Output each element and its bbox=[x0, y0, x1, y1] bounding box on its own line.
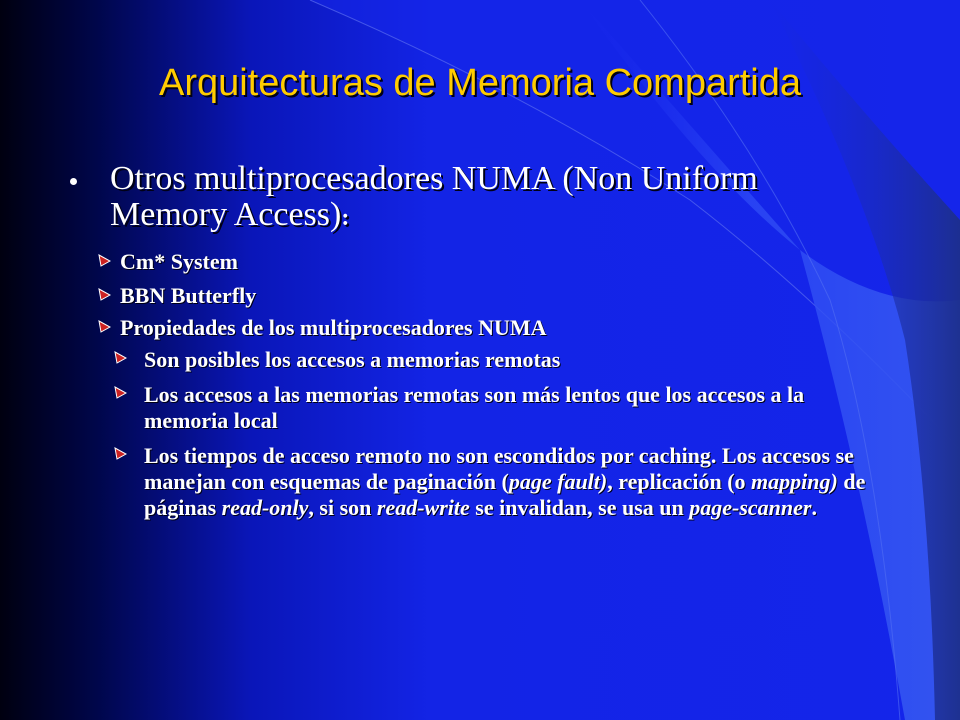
text-run: de páginas bbox=[144, 469, 866, 520]
text-run: Los tiempos de acceso remoto no son escondidos por caching. Los accesos se manejan con esquemas de paginación ( bbox=[144, 443, 854, 494]
text-run-italic: page-scanner bbox=[689, 495, 812, 520]
sub-list-item bbox=[114, 443, 874, 521]
text-run-italic: mapping) bbox=[751, 469, 838, 494]
main-bullet-label: Otros multiprocesadores NUMA (Non Uniform Memory Access) bbox=[110, 160, 758, 233]
sub-list-item bbox=[114, 347, 874, 373]
arrow-bullet-icon bbox=[98, 320, 111, 333]
text-run-italic: read-write bbox=[376, 495, 470, 520]
arrow-bullet-icon bbox=[114, 447, 127, 460]
arrow-bullet-icon bbox=[98, 288, 111, 301]
slide-title: Arquitecturas de Memoria Compartida bbox=[158, 62, 802, 104]
text-run: , replicación (o bbox=[607, 469, 752, 494]
main-bullet bbox=[70, 161, 790, 236]
main-bullet-text bbox=[110, 161, 790, 236]
text-run-italic: page fault) bbox=[508, 469, 608, 494]
list-item bbox=[98, 316, 798, 340]
arrow-bullet-icon bbox=[98, 254, 111, 267]
sub-list-item-text bbox=[144, 443, 874, 521]
list-item-text: Propiedades de los multiprocesadores NUMA bbox=[120, 315, 547, 340]
bullet-dot-icon bbox=[70, 178, 77, 185]
main-bullet-suffix: : bbox=[341, 205, 350, 231]
arrow-bullet-icon bbox=[114, 386, 127, 399]
list-item bbox=[98, 284, 798, 308]
arrow-bullet-icon bbox=[114, 351, 127, 364]
sub-list-item-text: Los accesos a las memorias remotas son más lentos que los accesos a la memoria local bbox=[144, 382, 805, 433]
list-item bbox=[98, 250, 798, 274]
sub-list-item-text: Son posibles los accesos a memorias remotas bbox=[144, 347, 561, 372]
text-run: se invalidan, se usa un bbox=[469, 495, 690, 520]
sub-list-item bbox=[114, 382, 874, 434]
text-run-italic: read-only bbox=[221, 495, 309, 520]
text-run: , si son bbox=[308, 495, 377, 520]
list-item-text: Cm* System bbox=[120, 249, 238, 274]
list-item-text: BBN Butterfly bbox=[120, 283, 257, 308]
text-run: . bbox=[811, 495, 817, 520]
